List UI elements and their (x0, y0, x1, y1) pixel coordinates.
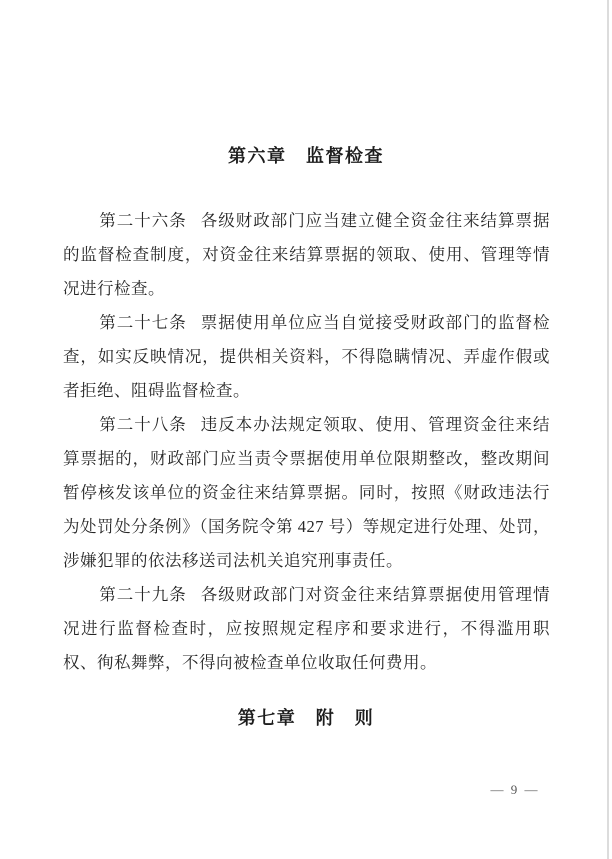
article-28 (63, 408, 550, 578)
article-27-text: 票据使用单位应当自觉接受财政部门的监督检查，如实反映情况，提供相关资料，不得隐瞒情况、弄虚作假或者拒绝、阻碍监督检查。 (63, 313, 551, 400)
article-28-text: 违反本办法规定领取、使用、管理资金往来结算票据的，财政部门应当责令票据使用单位限期整改，整改期间暂停核发该单位的资金往来结算票据。同时，按照《财政违法行为处罚处分条例》（国务院令第 427 号）等规定进行处理、处罚，涉嫌犯罪的依法移送司法机关追究刑事责任。 (63, 415, 551, 570)
scan-edge-line (607, 0, 609, 859)
article-26-text: 各级财政部门应当建立健全资金往来结算票据的监督检查制度，对资金往来结算票据的领取、使用、管理等情况进行检查。 (63, 211, 551, 298)
article-29-label: 第二十九条 (99, 585, 187, 604)
article-28-label: 第二十八条 (99, 415, 187, 434)
chapter-6-heading: 第六章 监督检查 (228, 146, 384, 166)
article-29-text: 各级财政部门对资金往来结算票据使用管理情况进行监督检查时，应按照规定程序和要求进行，不得滥用职权、徇私舞弊，不得向被检查单位收取任何费用。 (63, 585, 551, 672)
article-27 (63, 306, 550, 408)
article-29 (63, 578, 550, 680)
chapter-7-heading: 第七章 附 则 (237, 708, 375, 728)
article-27-label: 第二十七条 (99, 313, 187, 332)
article-26-label: 第二十六条 (99, 211, 187, 230)
page-number: — 9 — (490, 782, 540, 797)
article-block (63, 204, 550, 680)
article-26 (63, 204, 550, 306)
